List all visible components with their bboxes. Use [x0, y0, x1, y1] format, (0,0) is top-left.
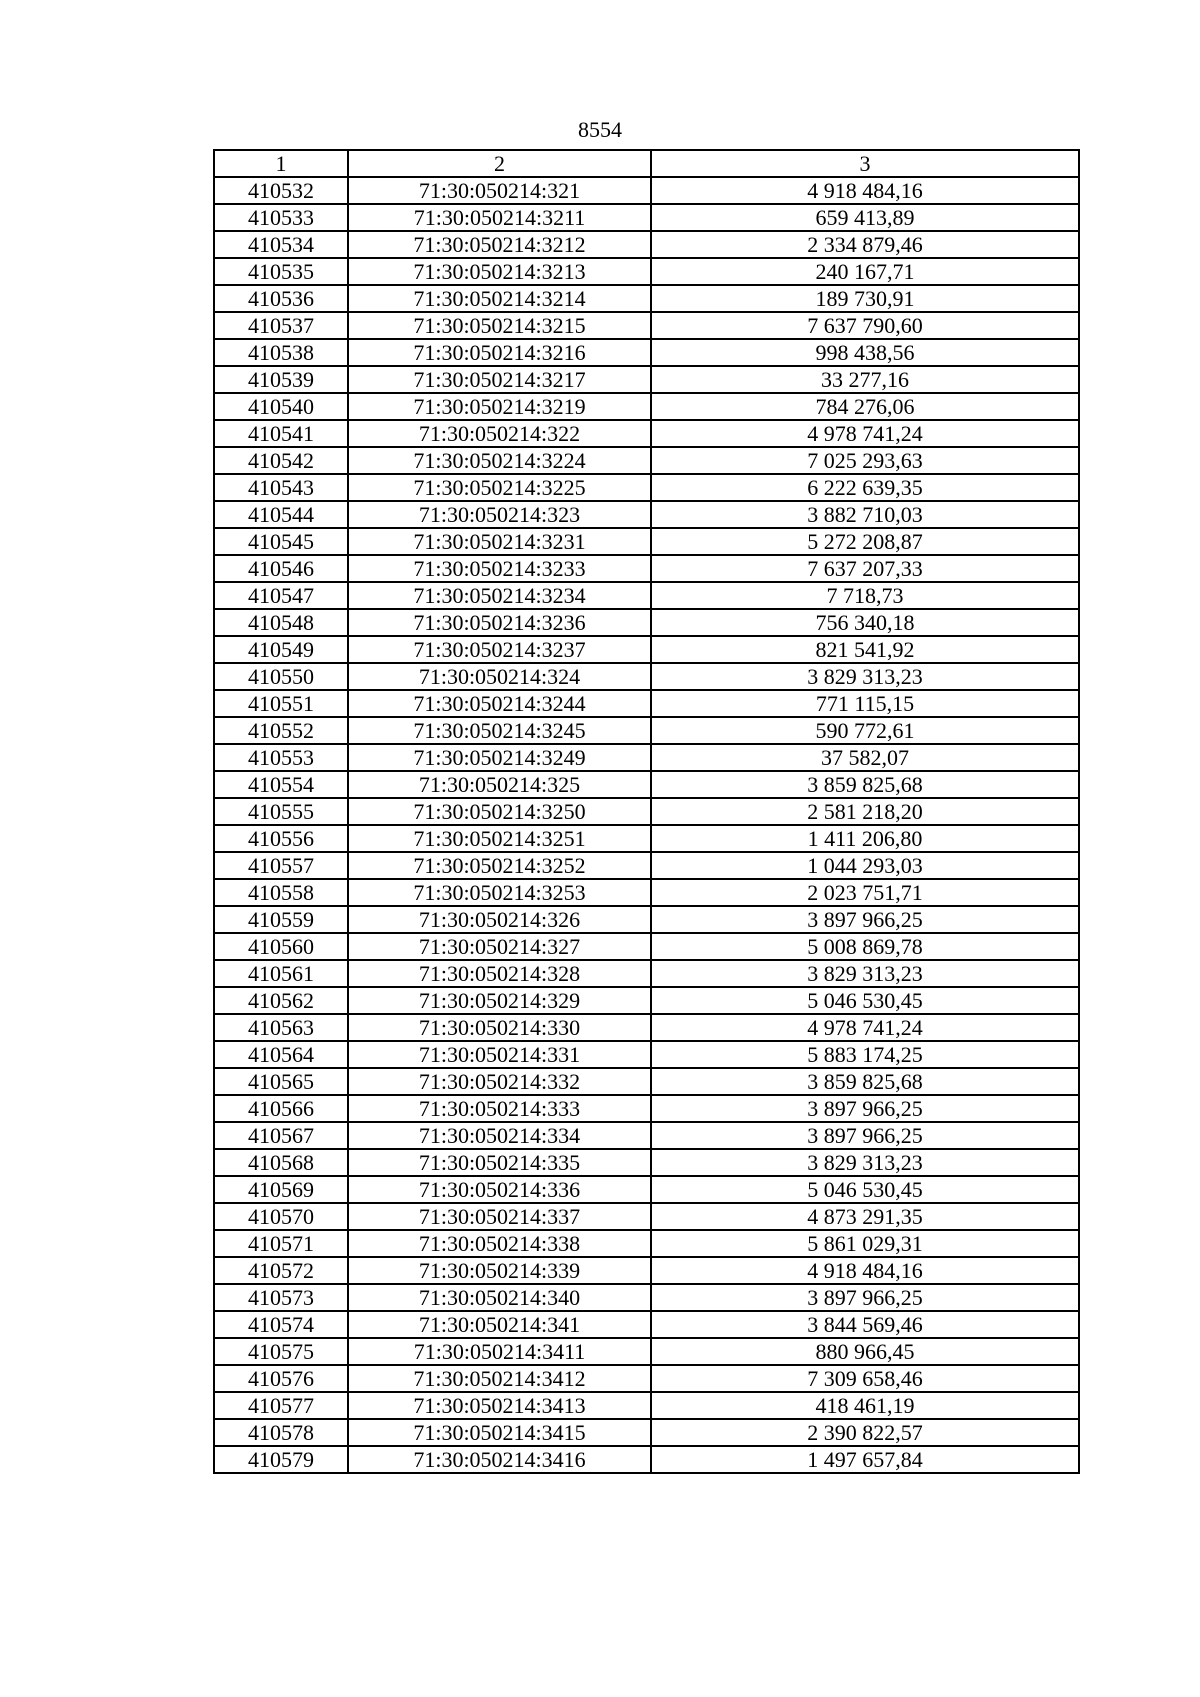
- table-row: [214, 1230, 1079, 1257]
- table-row: [214, 366, 1079, 393]
- row-number-cell: 410569: [214, 1176, 348, 1203]
- value-cell: 4 978 741,24: [651, 1014, 1079, 1041]
- row-number-cell: 410550: [214, 663, 348, 690]
- column-header-1: 1: [214, 150, 348, 177]
- data-table: [213, 149, 1080, 1474]
- table-row: [214, 852, 1079, 879]
- row-number-cell: 410568: [214, 1149, 348, 1176]
- table-row: [214, 1257, 1079, 1284]
- value-cell: 771 115,15: [651, 690, 1079, 717]
- table-row: [214, 744, 1079, 771]
- cadastral-number-cell: 71:30:050214:323: [348, 501, 651, 528]
- value-cell: 3 829 313,23: [651, 663, 1079, 690]
- row-number-cell: 410534: [214, 231, 348, 258]
- value-cell: 3 897 966,25: [651, 1095, 1079, 1122]
- cadastral-number-cell: 71:30:050214:324: [348, 663, 651, 690]
- value-cell: 3 844 569,46: [651, 1311, 1079, 1338]
- row-number-cell: 410576: [214, 1365, 348, 1392]
- cadastral-number-cell: 71:30:050214:336: [348, 1176, 651, 1203]
- table-row: [214, 987, 1079, 1014]
- value-cell: 880 966,45: [651, 1338, 1079, 1365]
- value-cell: 3 897 966,25: [651, 906, 1079, 933]
- table-row: [214, 393, 1079, 420]
- value-cell: 4 918 484,16: [651, 177, 1079, 204]
- table-row: [214, 1068, 1079, 1095]
- table-row: [214, 1203, 1079, 1230]
- table-row: [214, 636, 1079, 663]
- cadastral-number-cell: 71:30:050214:3252: [348, 852, 651, 879]
- table-row: [214, 798, 1079, 825]
- table-row: [214, 1095, 1079, 1122]
- cadastral-number-cell: 71:30:050214:3215: [348, 312, 651, 339]
- table-row: [214, 1446, 1079, 1473]
- row-number-cell: 410564: [214, 1041, 348, 1068]
- value-cell: 7 718,73: [651, 582, 1079, 609]
- table-row: [214, 1338, 1079, 1365]
- value-cell: 1 411 206,80: [651, 825, 1079, 852]
- cadastral-number-cell: 71:30:050214:3224: [348, 447, 651, 474]
- cadastral-number-cell: 71:30:050214:340: [348, 1284, 651, 1311]
- row-number-cell: 410559: [214, 906, 348, 933]
- row-number-cell: 410549: [214, 636, 348, 663]
- cadastral-number-cell: 71:30:050214:330: [348, 1014, 651, 1041]
- row-number-cell: 410567: [214, 1122, 348, 1149]
- cadastral-number-cell: 71:30:050214:331: [348, 1041, 651, 1068]
- table-row: [214, 312, 1079, 339]
- row-number-cell: 410557: [214, 852, 348, 879]
- value-cell: 2 581 218,20: [651, 798, 1079, 825]
- row-number-cell: 410548: [214, 609, 348, 636]
- value-cell: 2 390 822,57: [651, 1419, 1079, 1446]
- cadastral-number-cell: 71:30:050214:3237: [348, 636, 651, 663]
- cadastral-number-cell: 71:30:050214:338: [348, 1230, 651, 1257]
- cadastral-number-cell: 71:30:050214:339: [348, 1257, 651, 1284]
- table-row: [214, 177, 1079, 204]
- table-row: [214, 906, 1079, 933]
- value-cell: 7 637 207,33: [651, 555, 1079, 582]
- table-row: [214, 1122, 1079, 1149]
- cadastral-number-cell: 71:30:050214:3249: [348, 744, 651, 771]
- cadastral-number-cell: 71:30:050214:326: [348, 906, 651, 933]
- cadastral-number-cell: 71:30:050214:341: [348, 1311, 651, 1338]
- value-cell: 1 497 657,84: [651, 1446, 1079, 1473]
- value-cell: 37 582,07: [651, 744, 1079, 771]
- row-number-cell: 410532: [214, 177, 348, 204]
- row-number-cell: 410566: [214, 1095, 348, 1122]
- cadastral-number-cell: 71:30:050214:3234: [348, 582, 651, 609]
- table-row: [214, 933, 1079, 960]
- value-cell: 3 897 966,25: [651, 1122, 1079, 1149]
- row-number-cell: 410547: [214, 582, 348, 609]
- value-cell: 784 276,06: [651, 393, 1079, 420]
- cadastral-number-cell: 71:30:050214:321: [348, 177, 651, 204]
- cadastral-number-cell: 71:30:050214:332: [348, 1068, 651, 1095]
- table-row: [214, 663, 1079, 690]
- cadastral-number-cell: 71:30:050214:329: [348, 987, 651, 1014]
- value-cell: 3 859 825,68: [651, 1068, 1079, 1095]
- table-row: [214, 285, 1079, 312]
- cadastral-number-cell: 71:30:050214:3219: [348, 393, 651, 420]
- table-row: [214, 609, 1079, 636]
- value-cell: 4 918 484,16: [651, 1257, 1079, 1284]
- cadastral-number-cell: 71:30:050214:3225: [348, 474, 651, 501]
- cadastral-number-cell: 71:30:050214:3412: [348, 1365, 651, 1392]
- cadastral-number-cell: 71:30:050214:3231: [348, 528, 651, 555]
- value-cell: 3 882 710,03: [651, 501, 1079, 528]
- row-number-cell: 410565: [214, 1068, 348, 1095]
- cadastral-number-cell: 71:30:050214:3214: [348, 285, 651, 312]
- row-number-cell: 410578: [214, 1419, 348, 1446]
- row-number-cell: 410551: [214, 690, 348, 717]
- table-row: [214, 447, 1079, 474]
- table-row: [214, 690, 1079, 717]
- cadastral-number-cell: 71:30:050214:3244: [348, 690, 651, 717]
- value-cell: 3 829 313,23: [651, 960, 1079, 987]
- table-row: [214, 420, 1079, 447]
- table-row: [214, 717, 1079, 744]
- row-number-cell: 410537: [214, 312, 348, 339]
- table-row: [214, 1365, 1079, 1392]
- cadastral-number-cell: 71:30:050214:3216: [348, 339, 651, 366]
- cadastral-number-cell: 71:30:050214:325: [348, 771, 651, 798]
- table-row: [214, 879, 1079, 906]
- row-number-cell: 410535: [214, 258, 348, 285]
- row-number-cell: 410560: [214, 933, 348, 960]
- row-number-cell: 410571: [214, 1230, 348, 1257]
- cadastral-number-cell: 71:30:050214:3245: [348, 717, 651, 744]
- row-number-cell: 410575: [214, 1338, 348, 1365]
- row-number-cell: 410558: [214, 879, 348, 906]
- value-cell: 5 883 174,25: [651, 1041, 1079, 1068]
- value-cell: 4 978 741,24: [651, 420, 1079, 447]
- value-cell: 4 873 291,35: [651, 1203, 1079, 1230]
- cadastral-number-cell: 71:30:050214:327: [348, 933, 651, 960]
- table-row: [214, 582, 1079, 609]
- table-row: [214, 1419, 1079, 1446]
- cadastral-number-cell: 71:30:050214:3217: [348, 366, 651, 393]
- cadastral-number-cell: 71:30:050214:3251: [348, 825, 651, 852]
- value-cell: 7 025 293,63: [651, 447, 1079, 474]
- cadastral-number-cell: 71:30:050214:334: [348, 1122, 651, 1149]
- cadastral-number-cell: 71:30:050214:3415: [348, 1419, 651, 1446]
- table-row: [214, 555, 1079, 582]
- table-row: [214, 1392, 1079, 1419]
- value-cell: 3 829 313,23: [651, 1149, 1079, 1176]
- table-row: [214, 339, 1079, 366]
- table-row: [214, 528, 1079, 555]
- value-cell: 1 044 293,03: [651, 852, 1079, 879]
- row-number-cell: 410562: [214, 987, 348, 1014]
- cadastral-number-cell: 71:30:050214:3213: [348, 258, 651, 285]
- cadastral-number-cell: 71:30:050214:3236: [348, 609, 651, 636]
- value-cell: 7 637 790,60: [651, 312, 1079, 339]
- value-cell: 3 859 825,68: [651, 771, 1079, 798]
- row-number-cell: 410573: [214, 1284, 348, 1311]
- value-cell: 756 340,18: [651, 609, 1079, 636]
- row-number-cell: 410533: [214, 204, 348, 231]
- table-header-row: [214, 150, 1079, 177]
- value-cell: 5 272 208,87: [651, 528, 1079, 555]
- cadastral-number-cell: 71:30:050214:3411: [348, 1338, 651, 1365]
- column-header-2: 2: [348, 150, 651, 177]
- value-cell: 3 897 966,25: [651, 1284, 1079, 1311]
- row-number-cell: 410545: [214, 528, 348, 555]
- cadastral-number-cell: 71:30:050214:3413: [348, 1392, 651, 1419]
- value-cell: 998 438,56: [651, 339, 1079, 366]
- table-row: [214, 231, 1079, 258]
- cadastral-number-cell: 71:30:050214:3212: [348, 231, 651, 258]
- table-row: [214, 258, 1079, 285]
- table-row: [214, 1311, 1079, 1338]
- value-cell: 418 461,19: [651, 1392, 1079, 1419]
- table-row: [214, 960, 1079, 987]
- value-cell: 2 334 879,46: [651, 231, 1079, 258]
- value-cell: 659 413,89: [651, 204, 1079, 231]
- row-number-cell: 410543: [214, 474, 348, 501]
- row-number-cell: 410553: [214, 744, 348, 771]
- value-cell: 6 222 639,35: [651, 474, 1079, 501]
- cadastral-number-cell: 71:30:050214:322: [348, 420, 651, 447]
- cadastral-number-cell: 71:30:050214:3233: [348, 555, 651, 582]
- cadastral-number-cell: 71:30:050214:335: [348, 1149, 651, 1176]
- row-number-cell: 410574: [214, 1311, 348, 1338]
- value-cell: 5 046 530,45: [651, 1176, 1079, 1203]
- row-number-cell: 410554: [214, 771, 348, 798]
- table-body: [214, 150, 1079, 1473]
- cadastral-number-cell: 71:30:050214:328: [348, 960, 651, 987]
- cadastral-number-cell: 71:30:050214:3253: [348, 879, 651, 906]
- row-number-cell: 410561: [214, 960, 348, 987]
- row-number-cell: 410536: [214, 285, 348, 312]
- cadastral-number-cell: 71:30:050214:3416: [348, 1446, 651, 1473]
- row-number-cell: 410541: [214, 420, 348, 447]
- row-number-cell: 410570: [214, 1203, 348, 1230]
- cadastral-number-cell: 71:30:050214:333: [348, 1095, 651, 1122]
- row-number-cell: 410579: [214, 1446, 348, 1473]
- table-row: [214, 825, 1079, 852]
- row-number-cell: 410556: [214, 825, 348, 852]
- table-row: [214, 1149, 1079, 1176]
- value-cell: 7 309 658,46: [651, 1365, 1079, 1392]
- table-row: [214, 771, 1079, 798]
- row-number-cell: 410555: [214, 798, 348, 825]
- page-number: 8554: [578, 117, 622, 142]
- row-number-cell: 410540: [214, 393, 348, 420]
- row-number-cell: 410577: [214, 1392, 348, 1419]
- table-row: [214, 474, 1079, 501]
- row-number-cell: 410544: [214, 501, 348, 528]
- column-header-3: 3: [651, 150, 1079, 177]
- table-row: [214, 1014, 1079, 1041]
- row-number-cell: 410552: [214, 717, 348, 744]
- row-number-cell: 410546: [214, 555, 348, 582]
- table-row: [214, 1284, 1079, 1311]
- table-row: [214, 501, 1079, 528]
- row-number-cell: 410538: [214, 339, 348, 366]
- value-cell: 5 046 530,45: [651, 987, 1079, 1014]
- value-cell: 189 730,91: [651, 285, 1079, 312]
- table-row: [214, 1041, 1079, 1068]
- value-cell: 2 023 751,71: [651, 879, 1079, 906]
- value-cell: 5 861 029,31: [651, 1230, 1079, 1257]
- cadastral-number-cell: 71:30:050214:3250: [348, 798, 651, 825]
- row-number-cell: 410539: [214, 366, 348, 393]
- row-number-cell: 410542: [214, 447, 348, 474]
- cadastral-number-cell: 71:30:050214:3211: [348, 204, 651, 231]
- value-cell: 240 167,71: [651, 258, 1079, 285]
- value-cell: 821 541,92: [651, 636, 1079, 663]
- value-cell: 33 277,16: [651, 366, 1079, 393]
- cadastral-number-cell: 71:30:050214:337: [348, 1203, 651, 1230]
- value-cell: 5 008 869,78: [651, 933, 1079, 960]
- table-row: [214, 204, 1079, 231]
- table-row: [214, 1176, 1079, 1203]
- value-cell: 590 772,61: [651, 717, 1079, 744]
- row-number-cell: 410572: [214, 1257, 348, 1284]
- row-number-cell: 410563: [214, 1014, 348, 1041]
